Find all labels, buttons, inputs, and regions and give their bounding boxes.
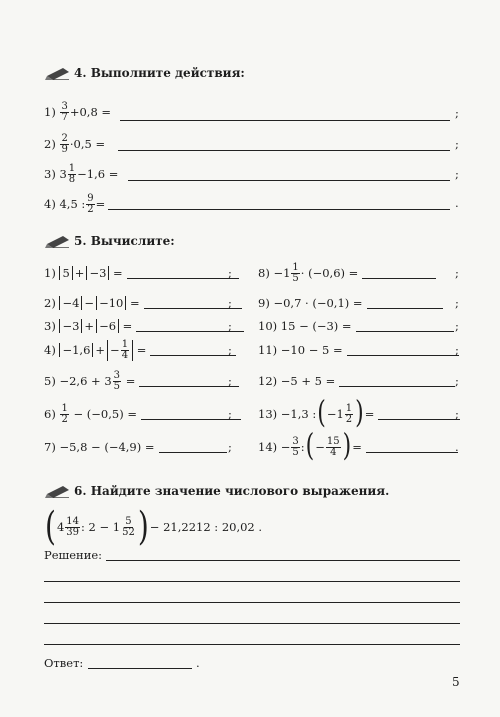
answer-line[interactable]: [144, 298, 242, 309]
pencil-icon: [45, 234, 71, 248]
semicolon: ;: [228, 374, 232, 388]
solution-line[interactable]: [106, 560, 460, 561]
semicolon: ;: [455, 266, 459, 280]
task-5-1: 1) 5 + −3 =: [44, 256, 239, 290]
semicolon: ;: [455, 106, 459, 120]
answer-line[interactable]: [120, 120, 450, 121]
pencil-icon: [45, 66, 71, 80]
solution-label: Решение:: [44, 548, 103, 562]
solution-line[interactable]: [44, 623, 460, 624]
semicolon: ;: [228, 296, 232, 310]
answer-line[interactable]: [362, 268, 436, 279]
semicolon: ;: [455, 319, 459, 333]
answer-line[interactable]: [347, 345, 459, 356]
task-5-12: 12) −5 + 5 =: [258, 364, 455, 398]
answer-line[interactable]: [128, 180, 450, 181]
task-4-2: 2) $\frac{2}{9}$ ·0,5 =: [44, 132, 106, 155]
task-5-5: 5) −2,6 + 3 $\frac{3}{5}$ =: [44, 364, 239, 398]
task-5-14: 14) − $\frac{3}{5}$ : ( − $\frac{15}{4}$ ) =: [258, 430, 458, 464]
period: .: [196, 656, 200, 670]
semicolon: ;: [455, 374, 459, 388]
task-5-11: 11) −10 − 5 =: [258, 333, 459, 367]
task-5-7: 7) −5,8 − (−4,9) =: [44, 430, 227, 464]
task-5-10: 10) 15 − (−3) =: [258, 309, 454, 343]
task-5-6: 6) $\frac{1}{2}$ − (−0,5) =: [44, 397, 241, 431]
semicolon: ;: [455, 137, 459, 151]
section-6-title: 6. Найдите значение числового выражения.: [74, 484, 390, 498]
answer-line[interactable]: [118, 150, 450, 151]
task-5-9: 9) −0,7 · (−0,1) =: [258, 286, 443, 320]
task-4-4: 4) 4,5 : $\frac{9}{2}$ =: [44, 192, 106, 215]
semicolon: ;: [228, 266, 232, 280]
pencil-icon: [45, 484, 71, 498]
period: .: [455, 440, 459, 454]
fraction: $\frac{3}{7}$: [61, 100, 68, 123]
expression: ( 4 $\frac{14}{39}$ : 2 − 1 $\frac{5}{52}$ ) − 21,2212 : 20,02 .: [45, 503, 263, 550]
period: .: [455, 196, 459, 210]
page-number: 5: [452, 675, 460, 689]
task-4-3: 3) 3 $\frac{1}{8}$ −1,6 =: [44, 162, 119, 185]
answer-line[interactable]: [159, 442, 227, 453]
semicolon: ;: [455, 296, 459, 310]
semicolon: ;: [455, 343, 459, 357]
semicolon: ;: [228, 407, 232, 421]
answer-line[interactable]: [88, 668, 192, 669]
answer-line[interactable]: [367, 298, 443, 309]
answer-line[interactable]: [356, 321, 454, 332]
answer-line[interactable]: [139, 376, 239, 387]
answer-line[interactable]: [366, 442, 458, 453]
solution-line[interactable]: [44, 602, 460, 603]
semicolon: ;: [228, 319, 232, 333]
semicolon: ;: [228, 440, 232, 454]
answer-label: Ответ:: [44, 656, 84, 670]
task-5-3: 3) −3 + −6 =: [44, 309, 244, 343]
task-5-8: 8) −1 $\frac{1}{5}$ · (−0,6) =: [258, 256, 436, 290]
semicolon: ;: [455, 407, 459, 421]
answer-line[interactable]: [339, 376, 455, 387]
semicolon: ;: [228, 343, 232, 357]
task-5-13: 13) −1,3 : ( −1 $\frac{1}{2}$ ) =: [258, 397, 460, 431]
answer-line[interactable]: [108, 209, 450, 210]
task-5-4: 4) −1,6 + − $\frac{1}{4}$ =: [44, 333, 236, 367]
section-4-title: 4. Выполните действия:: [74, 66, 245, 80]
solution-line[interactable]: [44, 581, 460, 582]
answer-line[interactable]: [141, 409, 241, 420]
answer-line[interactable]: [378, 409, 460, 420]
answer-line[interactable]: [150, 345, 236, 356]
semicolon: ;: [455, 167, 459, 181]
answer-line[interactable]: [127, 268, 239, 279]
solution-line[interactable]: [44, 644, 460, 645]
task-4-1: 1) $\frac{3}{7}$ +0,8 =: [44, 100, 112, 123]
section-5-title: 5. Вычислите:: [74, 234, 175, 248]
task-5-2: 2) −4 − −10 =: [44, 286, 242, 320]
